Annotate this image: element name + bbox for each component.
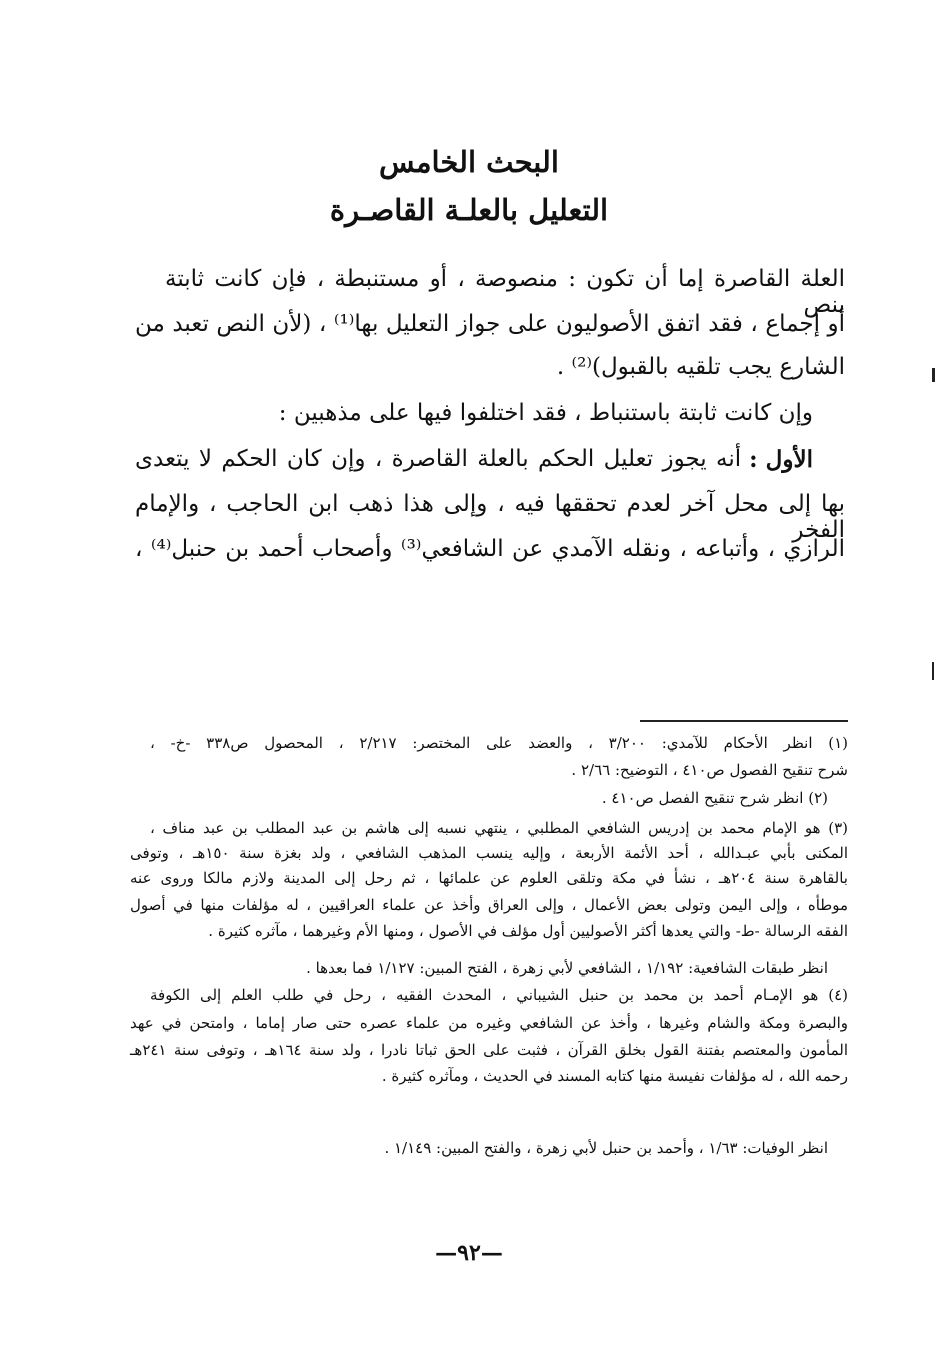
footnote-line: انظر الوفيات: ١/٦٣ ، وأحمد بن حنبل لأبي زهرة ، والفتح المبين: ١/١٤٩ . (384, 1139, 828, 1157)
footnote-line: (١) انظر الأحكام للآمدي: ٣/٢٠٠ ، والعضد على المختصر: ٢/٢١٧ ، المحصول ص٣٣٨ -خ- ، (150, 734, 849, 752)
footnote-line: المكنى بأبي عبـدالله ، أحد الأئمة الأربعة ، وإليه ينسب المذهب الشافعي ، ولد بغزة سنة ١٥٠هـ ، وتوفى (130, 844, 848, 862)
body-line: أو إجماع ، فقد اتفق الأصوليون على جواز التعليل بها⁽¹⁾ ، (لأن النص تعبد من (135, 311, 845, 337)
footnote-line: (٢) انظر شرح تنقيح الفصل ص٤١٠ . (601, 789, 828, 807)
footnote-line: الفقه الرسالة -ط- والتي يعدها أكثر الأصوليين أول مؤلف في الأصول ، ومنها الأم وغيرهما ، مآثره كثيرة . (208, 922, 848, 940)
page-number: —٩٢— (435, 1240, 503, 1266)
page-title: التعليل بالعلـة القاصـرة (329, 193, 609, 227)
footnote-line: انظر طبقات الشافعية: ١/١٩٢ ، الشافعي لأبي زهرة ، الفتح المبين: ١/١٢٧ فما بعدها . (306, 959, 828, 977)
footnote-divider (640, 720, 848, 722)
body-line-first-opinion (135, 446, 845, 480)
body-line: الشارع يجب تلقيه بالقبول)⁽²⁾ . (556, 354, 845, 380)
scan-mark (932, 368, 935, 382)
first-opinion-label: الأول : (749, 446, 813, 473)
footnote-line: بالقاهرة سنة ٢٠٤هـ ، نشأ في مكة وتلقى العلوم عن علمائها ، ثم رحل إلى المدينة ولازم مالكا وروى عنه (130, 869, 848, 887)
footnote-line: رحمه الله ، له مؤلفات نفيسة منها كتابه المسند في الحديث ، ومآثره كثيرة . (381, 1067, 848, 1085)
scan-mark (932, 662, 934, 680)
body-text: أنه يجوز تعليل الحكم بالعلة القاصرة ، وإن كان الحكم لا يتعدى (135, 446, 742, 472)
body-line: بها إلى محل آخر لعدم تحققها فيه ، وإلى هذا ذهب ابن الحاجب ، والإمام الفخر (135, 491, 845, 543)
footnote-line: (٤) هو الإمـام أحمد بن محمد بن حنبل الشيباني ، المحدث الفقيه ، رحل في طلب العلم إلى الكوفة (150, 986, 848, 1004)
section-heading: البحث الخامس (379, 145, 559, 179)
footnote-line: المأمون والمعتصم بفتنة القول بخلق القرآن ، فثبت على الحق ثباتا نادرا ، ولد سنة ١٦٤هـ ، وتوفى سنة ٢٤١هـ (130, 1041, 848, 1059)
body-line: العلة القاصرة إما أن تكون : منصوصة ، أو مستنبطة ، فإن كانت ثابتة بنص (165, 266, 845, 318)
body-line: الرازي ، وأتباعه ، ونقله الآمدي عن الشافعي⁽³⁾ وأصحاب أحمد بن حنبل⁽⁴⁾ ، (135, 536, 845, 562)
footnote-line: (٣) هو الإمام محمد بن إدريس الشافعي المطلبي ، ينتهي نسبه إلى هاشم بن عبد المطلب بن عبد مناف ، (150, 819, 848, 837)
footnote-line: والبصرة ومكة والشام وغيرها ، وأخذ عن الشافعي وغيره من علماء عصره حتى صار إماما ، وامتحن في عهد (130, 1014, 848, 1032)
footnote-line: موطأه ، وإلى اليمن وتولى بعض الأعمال ، وإلى العراق وأخذ عن علماء العراقيين ، له مؤلفات منها في أصول (130, 896, 848, 914)
footnote-line: شرح تنقيح الفصول ص٤١٠ ، التوضيح: ٢/٦٦ . (571, 761, 848, 779)
body-line: وإن كانت ثابتة باستنباط ، فقد اختلفوا فيها على مذهبين : (278, 400, 813, 426)
